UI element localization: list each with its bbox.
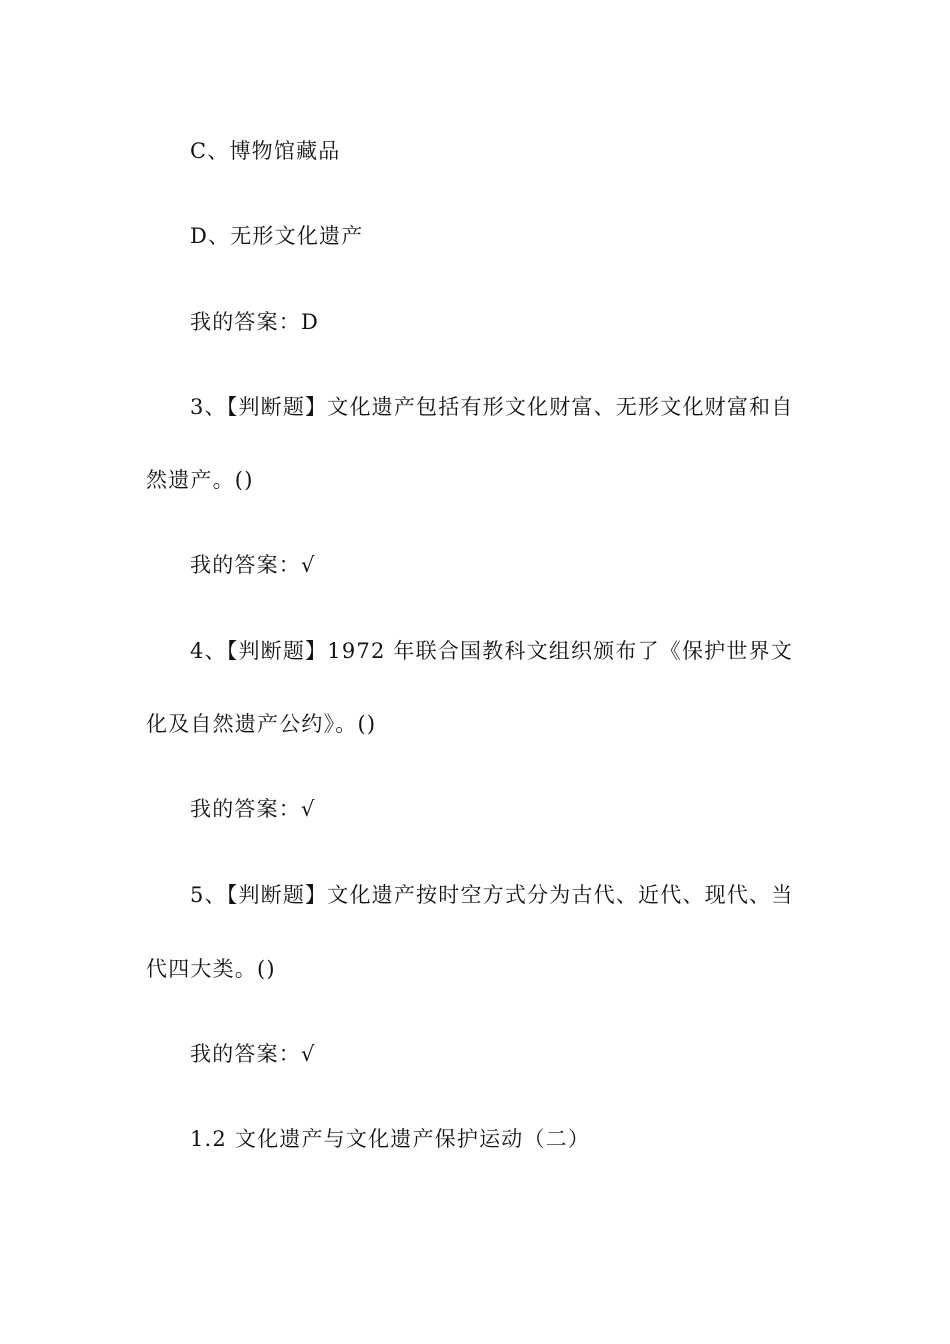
- question-4-line1: 4、【判断题】1972 年联合国教科文组织颁布了《保护世界文: [190, 639, 793, 663]
- question-5-line2: 代四大类。(): [146, 957, 276, 981]
- section-heading: 1.2 文化遗产与文化遗产保护运动（二）: [190, 1127, 591, 1151]
- answer-q2: 我的答案：D: [190, 310, 320, 334]
- answer-q4: 我的答案：√: [190, 797, 316, 821]
- question-5-line1: 5、【判断题】文化遗产按时空方式分为古代、近代、现代、当: [190, 883, 794, 907]
- question-3-line1: 3、【判断题】文化遗产包括有形文化财富、无形文化财富和自: [190, 395, 794, 419]
- question-4-line2: 化及自然遗产公约》。(): [146, 712, 377, 736]
- answer-q3: 我的答案：√: [190, 553, 316, 577]
- question-3-line2: 然遗产。(): [146, 468, 254, 492]
- answer-q5: 我的答案：√: [190, 1042, 316, 1066]
- option-d: D、无形文化遗产: [190, 224, 364, 248]
- option-c: C、博物馆藏品: [190, 139, 341, 163]
